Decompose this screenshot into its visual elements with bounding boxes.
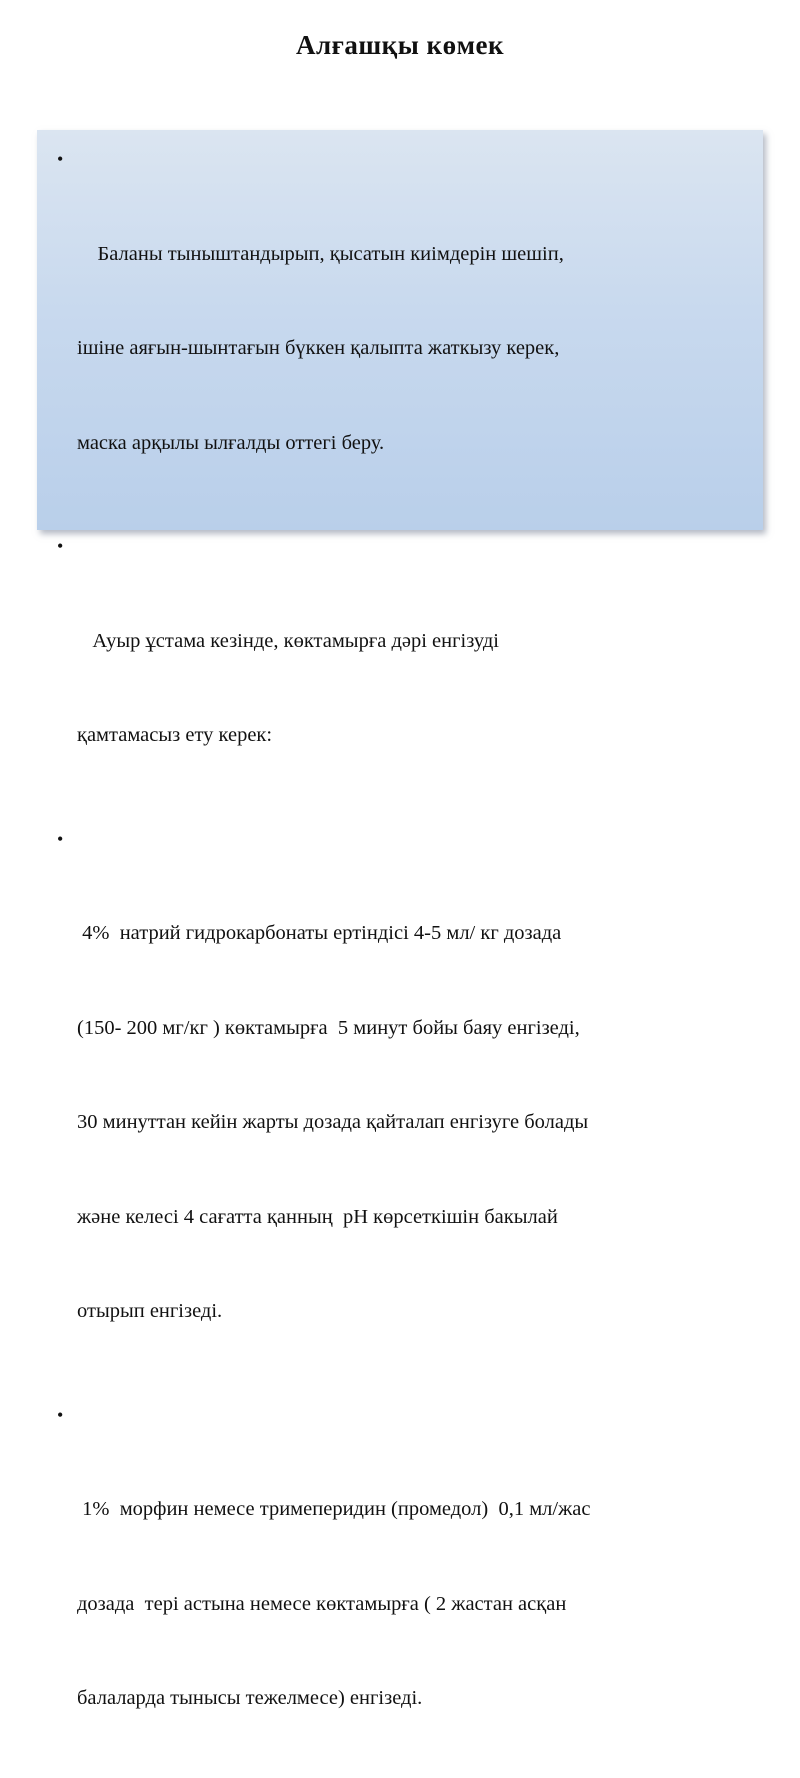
bullet-icon: • — [57, 536, 64, 556]
bullet-line: ішіне аяғын-шынтағын бүккен қалыпта жаткызу керек, — [77, 337, 560, 359]
bullet-line: Ауыр ұстама кезінде, көктамырға дәрі енгізуді — [77, 629, 499, 652]
bullet-line: қамтамасыз ету керек: — [77, 724, 273, 746]
bullet-list — [57, 144, 743, 1778]
content-box — [37, 130, 763, 1709]
bullet-icon: • — [57, 149, 64, 169]
bullet-line: (150- 200 мг/кг ) көктамырға 5 минут бойы баяу енгізеді, — [77, 1016, 580, 1039]
bullet-item-first-aid-calm-child — [57, 144, 743, 522]
bullet-line: маска арқылы ылғалды оттегі беру. — [77, 431, 385, 454]
bullet-item-severe-seizure — [57, 531, 743, 815]
bullet-icon: • — [57, 1404, 64, 1425]
bullet-item-sodium-bicarbonate — [57, 824, 743, 1391]
bullet-line: балаларда тынысы тежелмесе) енгізеді. — [77, 1687, 423, 1709]
bullet-line: 1% морфин немесе тримеперидин (промедол) 0,1 мл/жас — [77, 1498, 591, 1520]
bullet-line: отырып енгізеді. — [77, 1300, 223, 1322]
bullet-line: және келесі 4 сағатта қанның pH көрсеткішін бакылай — [77, 1205, 558, 1228]
bullet-line: 4% натрий гидрокарбонаты ертіндісі 4-5 мл/ кг дозада — [77, 922, 562, 944]
bullet-icon: • — [57, 828, 64, 849]
bullet-line: дозада тері астына немесе көктамырға ( 2 жастан асқан — [77, 1592, 567, 1615]
bullet-line: 30 минуттан кейін жарты дозада қайталап енгізуге болады — [77, 1111, 589, 1133]
bullet-item-morphine — [57, 1400, 743, 1778]
bullet-line: Баланы тыныштандырып, қысатын киімдерін шешіп, — [77, 242, 564, 265]
slide-title: Алғашқы көмек — [295, 30, 505, 60]
